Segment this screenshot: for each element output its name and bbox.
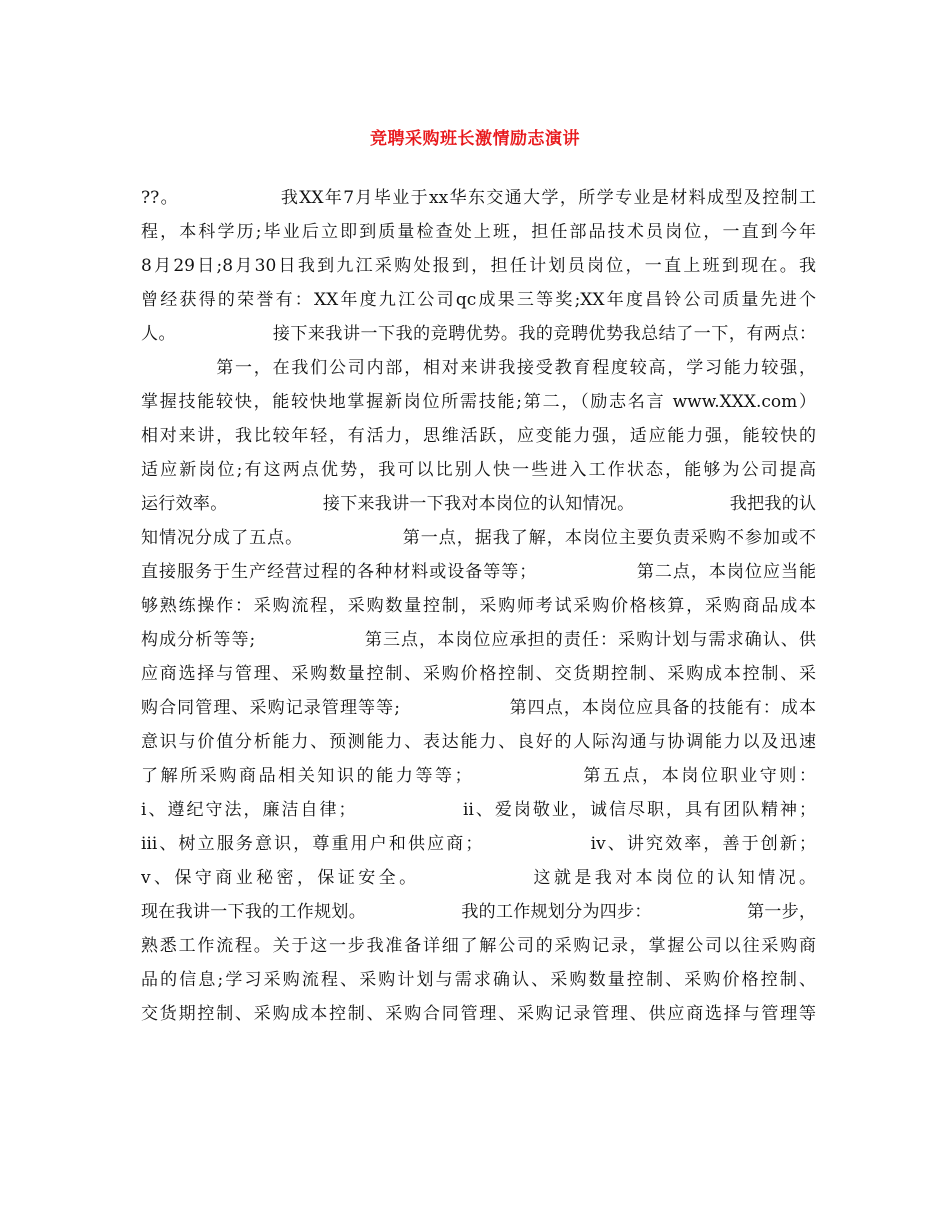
- body-line: ⅴ、保守商业秘密，保证安全。 这就是我对本岗位的认知情况。: [141, 868, 816, 888]
- body-line: 运行效率。 接下来我讲一下我对本岗位的认知情况。 我把我的认: [141, 494, 816, 514]
- body-line: 曾经获得的荣誉有：XX年度九江公司qc成果三等奖;XX年度昌铃公司质量先进个: [141, 290, 816, 310]
- body-line: 程，本科学历;毕业后立即到质量检查处上班，担任部品技术员岗位，一直到今年: [141, 222, 816, 242]
- body-line: 购合同管理、采购记录管理等等; 第四点，本岗位应具备的技能有：成本: [141, 698, 816, 718]
- body-line: 构成分析等等; 第三点，本岗位应承担的责任：采购计划与需求确认、供: [141, 630, 816, 650]
- body-line: 适应新岗位;有这两点优势，我可以比别人快一些进入工作状态，能够为公司提高: [141, 460, 816, 480]
- body-line: 直接服务于生产经营过程的各种材料或设备等等； 第二点，本岗位应当能: [141, 562, 816, 582]
- body-line: 掌握技能较快，能较快地掌握新岗位所需技能;第二，（励志名言 www.XXX.com）: [141, 392, 816, 412]
- body-line: 熟悉工作流程。关于这一步我准备详细了解公司的采购记录，掌握公司以往采购商: [141, 936, 816, 956]
- body-line: 品的信息;学习采购流程、采购计划与需求确认、采购数量控制、采购价格控制、: [141, 970, 816, 990]
- document-body: [141, 181, 816, 1031]
- body-line: 意识与价值分析能力、预测能力、表达能力、良好的人际沟通与协调能力以及迅速: [141, 732, 816, 752]
- body-line: 人。 接下来我讲一下我的竞聘优势。我的竞聘优势我总结了一下，有两点：: [141, 324, 816, 344]
- body-line: 了解所采购商品相关知识的能力等等； 第五点，本岗位职业守则：: [141, 766, 816, 786]
- document-title: 竞聘采购班长激情励志演讲: [370, 129, 580, 149]
- body-line: 交货期控制、采购成本控制、采购合同管理、采购记录管理、供应商选择与管理等: [141, 1004, 816, 1024]
- body-line: 8月29日;8月30日我到九江采购处报到，担任计划员岗位，一直上班到现在。我: [141, 256, 816, 276]
- body-line: 现在我讲一下我的工作规划。 我的工作规划分为四步： 第一步，: [141, 902, 816, 922]
- body-line: 应商选择与管理、采购数量控制、采购价格控制、交货期控制、采购成本控制、采: [141, 664, 816, 684]
- body-line: ??。 我XX年7月毕业于xx华东交通大学，所学专业是材料成型及控制工: [141, 188, 816, 208]
- body-line: 相对来讲，我比较年轻，有活力，思维活跃，应变能力强，适应能力强，能较快的: [141, 426, 816, 446]
- body-line: ⅲ、树立服务意识，尊重用户和供应商； ⅳ、讲究效率，善于创新；: [141, 834, 816, 854]
- body-line: 够熟练操作：采购流程，采购数量控制，采购师考试采购价格核算，采购商品成本: [141, 596, 816, 616]
- body-line: ⅰ、遵纪守法，廉洁自律； ⅱ、爱岗敬业，诚信尽职，具有团队精神；: [141, 800, 816, 820]
- body-line: 第一，在我们公司内部，相对来讲我接受教育程度较高，学习能力较强，: [141, 358, 816, 378]
- body-line: 知情况分成了五点。 第一点，据我了解，本岗位主要负责采购不参加或不: [141, 528, 816, 548]
